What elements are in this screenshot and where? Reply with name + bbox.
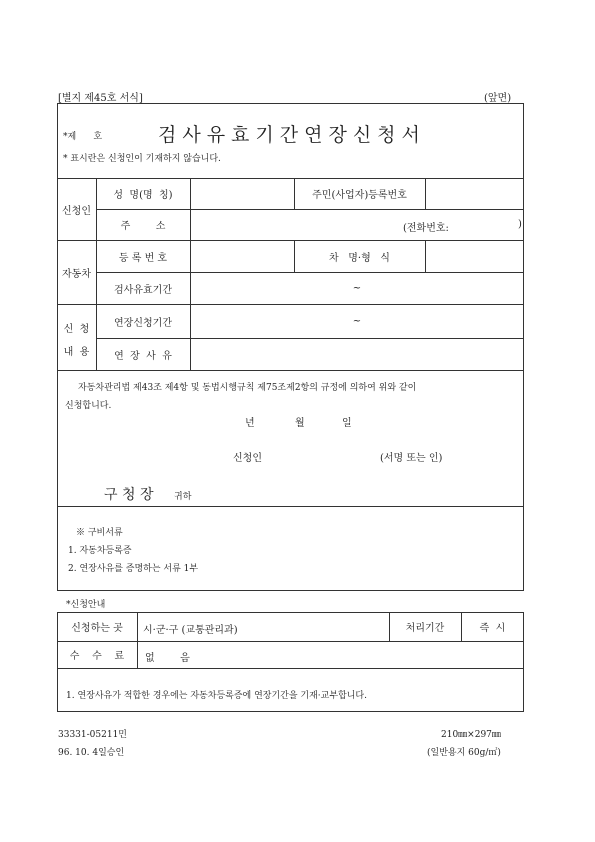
date-year-label: 년 <box>245 418 255 429</box>
validity-label: 검사유효기간 <box>114 284 172 296</box>
id-number-label: 주민(사업자)등록번호 <box>312 190 407 201</box>
fee-label: 수 수 료 <box>69 651 125 662</box>
applicant-section-label: 신청인 <box>62 205 91 217</box>
guide-note: 1. 연장사유가 적합한 경우에는 자동차등록증에 연장기간을 기재·교부합니다. <box>66 691 367 701</box>
name-field[interactable] <box>192 186 292 202</box>
date-month-label: 월 <box>295 418 305 429</box>
registration-field[interactable] <box>192 248 292 264</box>
address-field[interactable] <box>194 217 394 233</box>
processing-time-value: 즉 시 <box>479 623 506 634</box>
submission-place-label: 신청하는 곳 <box>71 623 123 634</box>
declaration-text-2: 신청합니다. <box>65 401 112 411</box>
phone-close: ) <box>518 219 522 230</box>
document-item-2: 2. 연장사유를 증명하는 서류 1부 <box>68 564 199 574</box>
form-title: 검사유효기간연장신청서 <box>158 124 426 146</box>
paper-size: 210㎜×297㎜ <box>441 730 501 740</box>
extension-reason-label: 연 장 사 유 <box>114 350 172 362</box>
addressee: 구 청 장 <box>104 487 154 503</box>
extension-reason-field[interactable] <box>194 346 514 362</box>
signer-label: 신청인 <box>233 453 262 464</box>
address-label: 주 소 <box>120 221 166 232</box>
instruction-note: * 표시란은 신청인이 기재하지 않습니다. <box>63 154 221 164</box>
id-number-field[interactable] <box>428 186 521 202</box>
model-label: 차 명·형 식 <box>329 252 390 264</box>
guide-heading: *신청안내 <box>66 600 106 610</box>
registration-label: 등 록 번 호 <box>118 252 168 264</box>
vehicle-section-label: 자동차 <box>62 268 91 280</box>
extension-period-field[interactable]: ~ <box>352 315 362 327</box>
date-day-label: 일 <box>342 418 352 429</box>
validity-field[interactable]: ~ <box>352 282 362 294</box>
request-section-label-2: 내 용 <box>63 347 90 358</box>
page-side-label: (앞면) <box>484 93 512 104</box>
signature-label: (서명 또는 인) <box>380 453 443 464</box>
declaration-text-1: 자동차관리법 제43조 제4항 및 동법시행규칙 제75조제2항의 규정에 의하여 위와 같이 <box>78 383 417 393</box>
submission-place-value: 시·군·구 (교통관리과) <box>143 625 238 636</box>
name-label: 성 명(명 칭) <box>113 190 173 201</box>
phone-label: (전화번호: <box>403 223 449 234</box>
extension-period-label: 연장신청기간 <box>114 317 172 329</box>
number-label: *제 호 <box>63 132 103 142</box>
request-section-label-1: 신 청 <box>63 324 90 335</box>
paper-weight: (일반용지 60g/㎡) <box>427 748 501 758</box>
model-field[interactable] <box>428 248 521 264</box>
form-code: 33331-05211민 <box>58 730 127 740</box>
fee-value: 없 음 <box>145 653 190 664</box>
form-number: [별지 제45호 서식] <box>58 93 143 104</box>
processing-time-label: 처리기간 <box>405 623 445 634</box>
approval-date: 96. 10. 4일승인 <box>58 748 125 758</box>
document-item-1: 1. 자동차등록증 <box>68 546 132 556</box>
documents-heading: ※ 구비서류 <box>76 528 123 538</box>
honorific: 귀하 <box>174 492 192 502</box>
